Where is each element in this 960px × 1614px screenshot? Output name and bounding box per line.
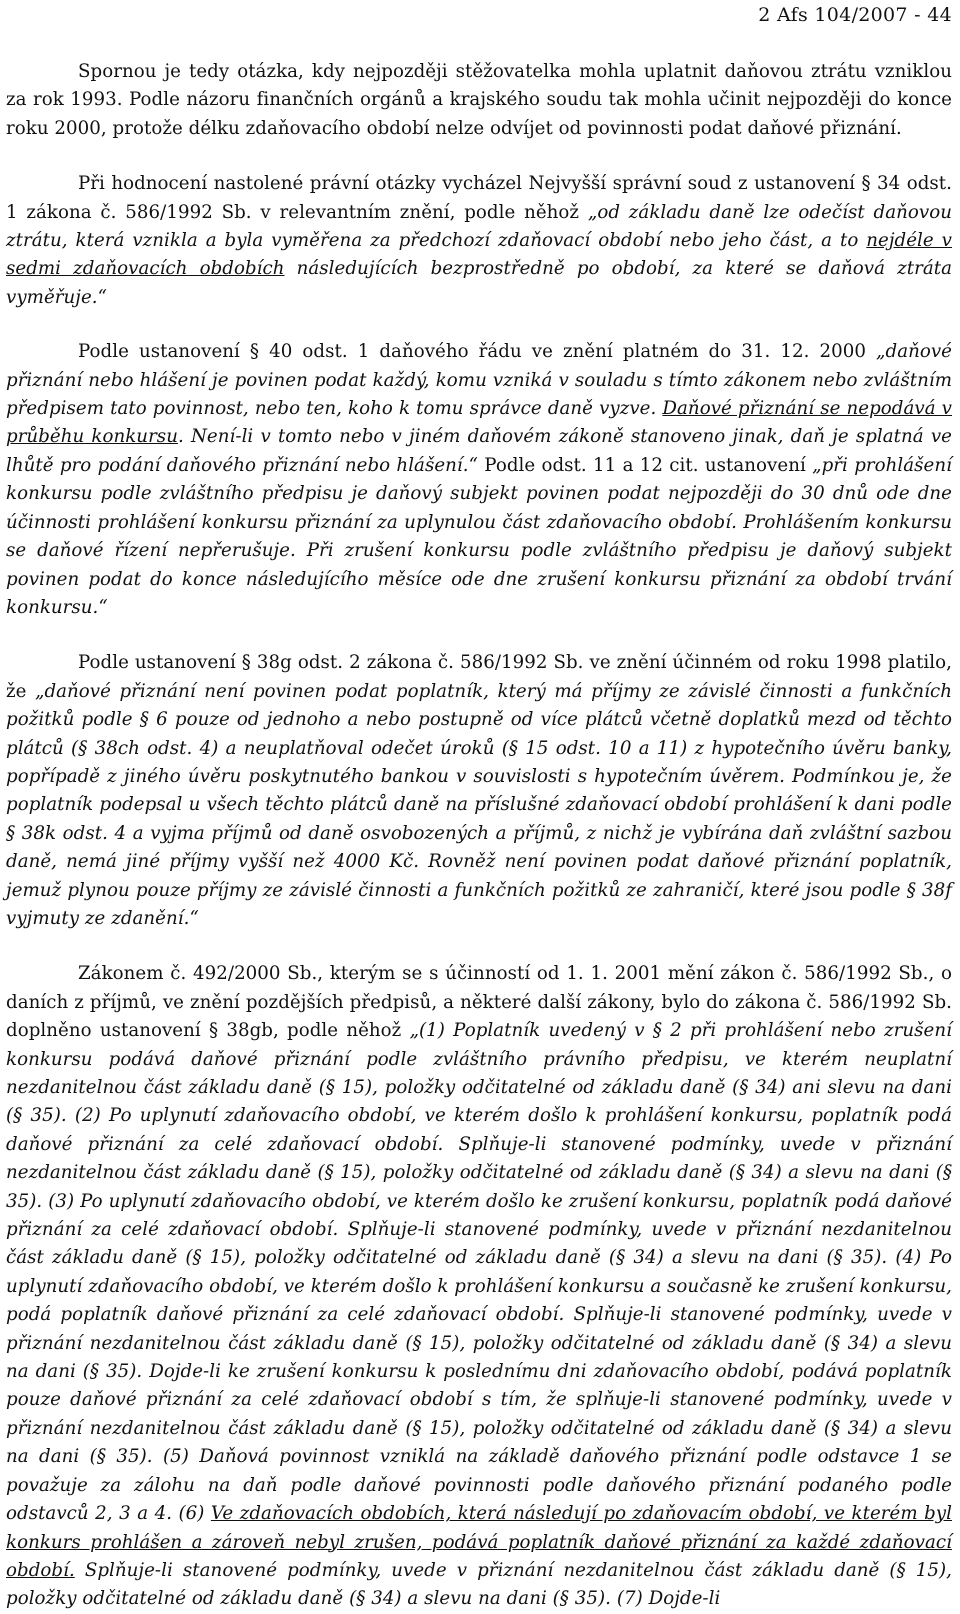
paragraph-3-text: Podle ustanovení § 40 odst. 1 daňového řádu ve znění platném do 31. 12. 2000 [78,341,877,363]
quote-40-underlined: Daňové přiznání se nepodává v průběhu konkursu [6,398,952,448]
document-body [6,58,952,1614]
quote-38g: „daňové přiznání není povinen podat poplatník, který má příjmy ze závislé činnosti a funkčních požitků podle § 6 pouze od jednoho a nebo postupně od více plátců včetně doplatků mezd od těchto plátců (§ 38ch odst. 4) a neuplatňoval odečet úroků (§ 15 odst. 10 a 11) z hypotečního úvěru banky, popřípadě z jiného úvěru poskytnutého bankou v souvislosti s hypotečním úvěrem. Podmínkou je, že poplatník podepsal u všech těchto plátců daně na příslušné zdaňovací období prohlášení k dani podle § 38k odst. 4 a vyjma příjmů od daně osvobozených a příjmů, z nichž je vybírána daň zvláštní sazbou daně, nemá jiné příjmy vyšší než 4000 Kč. Rovněž není povinen podat daňové přiznání poplatník, jemuž plynou pouze příjmy ze závislé činnosti a funkčních požitků ze zahraničí, které jsou podle § 38f vyjmuty ze zdanění.“ [6,680,952,929]
quote-40-end: . Není-li v tomto nebo v jiném daňovém zákoně stanoveno jinak, daň je splatná ve lhůtě pro podání daňového přiznání nebo hlášení.“ [6,426,952,476]
quote-34-end: následujících bezprostředně po období, za které se daňová ztráta vyměřuje.“ [6,258,952,308]
paragraph-2 [6,170,952,312]
paragraph-3 [6,338,952,622]
quote-38gb-underlined: Ve zdaňovacích obdobích, která následují po zdaňovacím období, ve kterém byl konkurs prohlášen a zároveň nebyl zrušen, podává poplatník daňové přiznání za každé zdaňovací období. [6,1503,952,1581]
quote-40-11-12: „při prohlášení konkursu podle zvláštního předpisu je daňový subjekt povinen podat nejpozději do 30 dnů ode dne účinnosti prohlášení konkursu přiznání za uplynulou část zdaňovacího období. Prohlášením konkursu se daňové řízení nepřerušuje. Při zrušení konkursu podle zvláštního předpisu je daňový subjekt povinen podat do konce následujícího měsíce ode dne zrušení konkursu přiznání za období trvání konkursu.“ [6,454,952,618]
paragraph-3-mid: Podle odst. 11 a 12 cit. ustanovení [477,454,813,476]
paragraph-4-text: Podle ustanovení § 38g odst. 2 zákona č. 586/1992 Sb. ve znění účinném od roku 1998 platilo, že [6,652,952,702]
quote-34-intro: „od základu daně lze odečíst daňovou ztrátu, která vznikla a byla vyměřena za předchozí zdaňovací období nebo jeho část, a to [6,201,952,252]
quote-34-underlined: nejdéle v sedmi zdaňovacích obdobích [6,230,952,280]
paragraph-2-text: Při hodnocení nastolené právní otázky vycházel Nejvyšší správní soud z ustanovení § 34 odst. 1 zákona č. 586/1992 Sb. v relevantním znění, podle něhož [6,173,952,223]
paragraph-5 [6,960,952,1613]
page-header-reference: 2 Afs 104/2007 - 44 [758,4,952,26]
paragraph-1: Spornou je tedy otázka, kdy nejpozději stěžovatelka mohla uplatnit daňovou ztrátu vzniklou za rok 1993. Podle názoru finančních orgánů a krajského soudu tak mohla učinit nejpozději do konce roku 2000, protože délku zdaňovacího období nelze odvíjet od povinnosti podat daňové přiznání. [6,61,952,139]
quote-38gb: „(1) Poplatník uvedený v § 2 při prohlášení nebo zrušení konkursu podává daňové přiznání podle zvláštního právního předpisu, ve kterém neuplatní nezdanitelnou část základu daně (§ 15), položky odčitatelné od základu daně (§ 34) ani slevu na dani (§ 35). (2) Po uplynutí zdaňovacího období, ve kterém došlo k prohlášení konkursu, poplatník podá daňové přiznání za celé zdaňovací období. Splňuje-li stanovené podmínky, uvede v přiznání nezdanitelnou část základu daně (§ 15), položky odčitatelné od základu daně (§ 34) a slevu na dani (§ 35). (3) Po uplynutí zdaňovacího období, ve kterém došlo ke zrušení konkursu, poplatník podá daňové přiznání za celé zdaňovací období. Splňuje-li stanovené podmínky, uvede v přiznání nezdanitelnou část základu daně (§ 15), položky odčitatelné od základu daně (§ 34) a slevu na dani (§ 35). (4) Po uplynutí zdaňovacího období, ve kterém došlo k prohlášení konkursu a současně ke zrušení konkursu, podá poplatník daňové přiznání za celé zdaňovací období. Splňuje-li stanovené podmínky, uvede v přiznání nezdanitelnou část základu daně (§ 15), položky odčitatelné od základu daně (§ 34) a slevu na dani (§ 35). Dojde-li ke zrušení konkursu k poslednímu dni zdaňovacího období, podává poplatník pouze daňové přiznání za celé zdaňovací období s tím, že splňuje-li stanovené podmínky, uvede v přiznání nezdanitelnou část základu daně (§ 15), položky odčitatelné od základu daně (§ 34) a slevu na dani (§ 35). (5) Daňová povinnost vzniklá na základě daňového přiznání podle odstavce 1 se považuje za zálohu na daň podle daňové povinnosti podle daňového přiznání podaného podle odstavců 2, 3 a 4. (6) [6,1020,953,1525]
paragraph-4 [6,649,952,933]
quote-40-start: „daňové přiznání nebo hlášení je povinen podat každý, komu vzniká v souladu s tímto zákonem nebo zvláštním předpisem tato povinnost, nebo ten, koho k tomu správce daně vyzve. [6,341,952,420]
paragraph-5-text: Zákonem č. 492/2000 Sb., kterým se s účinností od 1. 1. 2001 mění zákon č. 586/1992 Sb., o daních z příjmů, ve znění pozdějších předpisů, a některé další zákony, bylo do zákona č. 586/1992 Sb. doplněno ustanovení § 38gb, podle něhož [6,963,952,1042]
quote-38gb-end: Splňuje-li stanovené podmínky, uvede v přiznání nezdanitelnou část základu daně (§ 15), položky odčitatelné od základu daně (§ 34) a slevu na dani (§ 35). (7) Dojde-li [6,1559,952,1610]
